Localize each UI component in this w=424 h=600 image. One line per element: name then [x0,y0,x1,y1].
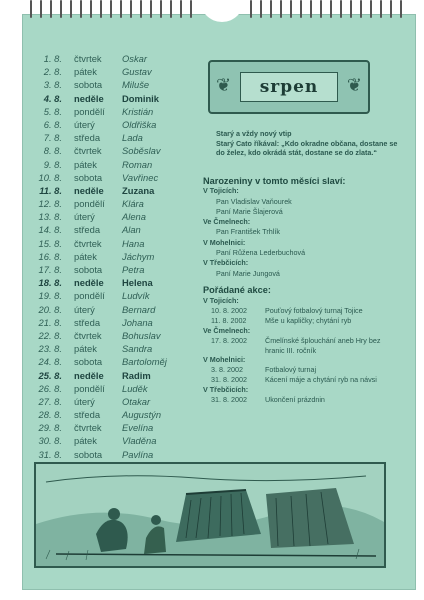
event-date: 31. 8. 2002 [211,374,247,384]
event-date: 10. 8. 2002 [211,305,247,315]
day-of-week: pondělí [74,290,105,302]
calendar-row [30,434,200,447]
quote-line: Starý Cato říkával: „Kdo okradne občana, dostane se [216,138,398,148]
name-day: Augustýn [122,409,162,421]
calendar-row [30,144,200,157]
day-date: 6. 8. [43,118,62,130]
calendar-row [30,263,200,276]
day-of-week: úterý [74,118,95,130]
place-label: V Mohelnici: [203,237,246,247]
day-date: 31. 8. [38,448,62,460]
day-of-week: neděle [74,277,104,289]
binding-ring [270,0,272,18]
name-day: Gustav [122,66,152,78]
binding-ring [100,0,102,18]
day-of-week: pátek [74,66,97,78]
day-of-week: úterý [74,303,95,315]
binding-ring [280,0,282,18]
binding-ring [50,0,52,18]
calendar-row [30,342,200,355]
day-date: 3. 8. [43,79,62,91]
day-of-week: pondělí [74,105,105,117]
name-day: Alan [122,224,141,236]
day-of-week: středa [74,132,101,144]
name-day: Vladěna [122,435,157,447]
month-title: srpen [240,72,338,102]
person-name: Pan František Trhlík [216,227,280,237]
binding-ring [320,0,322,18]
name-day: Vavřinec [122,171,159,183]
day-list [30,52,200,461]
calendar-row [30,118,200,131]
quote-line: do želez, kdo okrádá stát, dostane se do zlata.“ [216,148,377,157]
day-date: 2. 8. [43,66,62,78]
calendar-row-sunday [30,184,200,197]
binding-ring [120,0,122,18]
day-of-week: středa [74,409,101,421]
event-row [203,375,403,385]
binding-ring [380,0,382,18]
event-row [203,365,403,375]
day-date: 17. 8. [38,264,62,275]
day-date: 20. 8. [38,303,62,315]
name-day: Evelína [122,422,154,434]
day-date: 7. 8. [43,132,62,144]
day-of-week: pondělí [74,382,105,394]
binding-ring [70,0,72,18]
name-day: Sandra [122,343,153,355]
binding-ring [350,0,352,18]
calendar-row [30,395,200,408]
binding-ring [80,0,82,18]
day-date: 28. 8. [38,409,62,421]
day-date: 4. 8. [43,92,62,104]
day-date: 13. 8. [38,211,62,223]
place-label: V Tojicích: [203,295,239,305]
day-of-week: středa [74,224,101,236]
name-day: Alena [122,211,146,223]
day-date: 29. 8. [38,422,62,434]
ornament-left-icon: ❦ [216,75,232,95]
events-heading: Pořádané akce: [203,285,271,295]
day-date: 16. 8. [38,250,62,262]
calendar-row [30,289,200,302]
day-of-week: pondělí [74,198,105,210]
place-label: Ve Čmelnech: [203,325,251,335]
event-date: 11. 8. 2002 [211,315,247,325]
day-of-week: pátek [74,158,97,170]
calendar-row [30,158,200,171]
day-date: 27. 8. [38,395,62,407]
day-of-week: neděle [74,184,104,196]
binding-ring [150,0,152,18]
calendar-row [30,78,200,91]
day-date: 11. 8. [39,184,62,196]
binding-ring [290,0,292,18]
name-day: Jáchym [122,250,155,262]
name-day: Klára [122,198,144,210]
calendar-row [30,65,200,78]
event-text: Ukončení prázdnin [265,394,325,404]
binding-ring [260,0,262,18]
name-day: Otakar [122,395,151,407]
day-of-week: sobota [74,356,103,368]
event-text: Kácení máje a chytání ryb na návsi [265,374,377,384]
event-text: Čmelínské šplouchání aneb Hry bez hranic III. ročník [265,335,381,355]
person-name: Paní Marie Jungová [216,268,280,278]
binding-ring [160,0,162,18]
calendar-row [30,52,200,65]
name-day: Roman [122,158,153,170]
day-of-week: úterý [74,211,95,223]
quote-title: Starý a vždy nový vtip [216,129,292,138]
calendar-row [30,303,200,316]
name-day: Bohuslav [122,329,161,341]
name-day: Miluše [122,79,150,91]
name-day: Oskar [122,53,148,64]
event-row [203,336,403,355]
binding-ring [90,0,92,18]
name-day: Soběslav [122,145,161,157]
name-day: Oldřiška [122,118,157,130]
name-day: Pavlína [122,448,154,460]
day-of-week: sobota [74,79,103,91]
day-of-week: pátek [74,435,97,447]
event-row [203,306,403,316]
calendar-row [30,316,200,329]
day-date: 25. 8. [38,369,62,381]
binding-ring [370,0,372,18]
day-date: 19. 8. [38,290,62,302]
person-name: Paní Marie Šlajerová [216,206,283,216]
name-day: Johana [122,316,153,328]
calendar-row-sunday [30,276,200,289]
binding-ring [360,0,362,18]
name-day: Dominik [122,92,159,104]
place-label: Ve Čmelnech: [203,217,251,227]
day-date: 18. 8. [38,277,62,289]
day-of-week: čtvrtek [74,145,102,157]
calendar-row [30,237,200,250]
name-day: Ludvík [122,290,150,302]
place-label: V Mohelnici: [203,354,246,364]
calendar-row [30,197,200,210]
day-of-week: neděle [74,92,104,104]
event-row [203,316,403,326]
name-day: Radim [122,369,151,381]
calendar-row [30,448,200,461]
binding-ring [60,0,62,18]
name-day: Bartoloměj [122,356,167,368]
day-of-week: čtvrtek [74,53,102,64]
name-day: Luděk [122,382,148,394]
event-text: Fotbalový turnaj [265,364,317,374]
quote-block [203,129,403,158]
place-label: V Tojicích: [203,186,239,196]
day-date: 26. 8. [38,382,62,394]
name-day: Helena [122,277,153,289]
binding-ring [40,0,42,18]
calendar-row [30,355,200,368]
binding-ring [310,0,312,18]
calendar-row [30,171,200,184]
day-of-week: sobota [74,171,103,183]
calendar-row [30,131,200,144]
name-day: Lada [122,132,143,144]
binding-ring [400,0,402,18]
place-label: V Třebčicích: [203,384,249,394]
calendar-row [30,250,200,263]
day-of-week: sobota [74,264,103,275]
event-text: Pouťový fotbalový turnaj Tojice [265,305,363,315]
day-date: 22. 8. [38,329,62,341]
binding-ring [250,0,252,18]
event-date: 31. 8. 2002 [211,394,247,404]
calendar-row [30,329,200,342]
name-day: Bernard [122,303,156,315]
day-of-week: úterý [74,395,95,407]
day-date: 12. 8. [38,198,62,210]
binding-ring [30,0,32,18]
binding-ring [330,0,332,18]
day-of-week: neděle [74,369,104,381]
day-of-week: pátek [74,343,97,355]
binding-ring [140,0,142,18]
event-date: 17. 8. 2002 [211,335,247,345]
binding-ring [110,0,112,18]
binding-ring [170,0,172,18]
day-date: 14. 8. [38,224,62,236]
name-day: Zuzana [122,184,155,196]
calendar-row [30,223,200,236]
day-of-week: čtvrtek [74,329,102,341]
month-banner [208,60,370,114]
binding-ring [130,0,132,18]
day-of-week: čtvrtek [74,237,102,249]
event-date: 3. 8. 2002 [211,364,243,374]
event-text: Mše u kapličky; chytání ryb [265,315,352,325]
calendar-row [30,382,200,395]
birthdays-heading: Narozeniny v tomto měsíci slaví: [203,176,346,186]
calendar-row-sunday [30,92,200,105]
person-name: Paní Růžena Lederbuchová [216,248,306,258]
day-date: 9. 8. [43,158,62,170]
ornament-right-icon: ❦ [346,75,362,95]
calendar-row [30,408,200,421]
day-date: 8. 8. [43,145,62,157]
binding-ring [300,0,302,18]
binding-ring [340,0,342,18]
day-date: 30. 8. [38,435,62,447]
binding-ring [180,0,182,18]
place-label: V Třebčicích: [203,258,249,268]
day-of-week: čtvrtek [74,422,102,434]
day-of-week: sobota [74,448,103,460]
day-date: 1. 8. [43,53,62,64]
name-day: Kristián [122,105,154,117]
person-name: Pan Vladislav Vaňourek [216,196,292,206]
calendar-row [30,210,200,223]
day-date: 24. 8. [38,356,62,368]
day-of-week: středa [74,316,101,328]
day-date: 23. 8. [38,343,62,355]
day-of-week: pátek [74,250,97,262]
event-row [203,395,403,405]
events-section [203,280,403,405]
day-date: 21. 8. [38,316,62,328]
name-day: Hana [122,237,145,249]
name-day: Petra [122,264,145,275]
binding-ring [190,0,192,18]
wire-binding [30,0,410,20]
day-date: 15. 8. [38,237,62,249]
calendar-row-sunday [30,369,200,382]
harvest-scene-icon [36,464,384,566]
harvest-woodcut-illustration [34,462,386,568]
birthdays-section [203,170,403,279]
binding-ring [390,0,392,18]
calendar-row [30,421,200,434]
day-date: 10. 8. [38,171,62,183]
calendar-row [30,105,200,118]
day-date: 5. 8. [43,105,62,117]
